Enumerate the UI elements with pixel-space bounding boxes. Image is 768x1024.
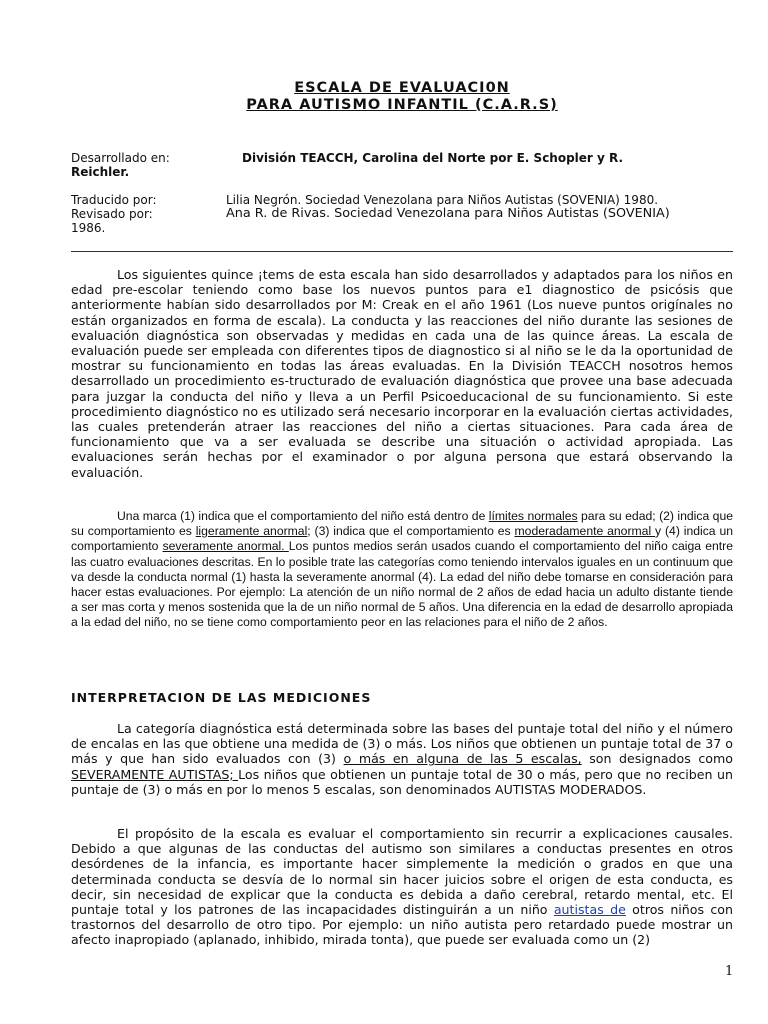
credits-developed xyxy=(71,151,733,179)
document-title-line2: PARA AUTISMO INFANTIL (C.A.R.S) xyxy=(246,97,558,113)
scoring-underline-moderate: moderadamente anormal xyxy=(514,524,656,539)
scoring-paragraph xyxy=(71,509,733,631)
scoring-underline-normal: límites normales xyxy=(488,509,578,523)
scoring-underline-slight: ligeramente anormal xyxy=(195,524,308,539)
interpretation-underline-scales: o más en alguna de las 5 escalas, xyxy=(343,751,582,767)
document-title-line1: ESCALA DE EVALUACI0N xyxy=(294,80,510,96)
page-number: 1 xyxy=(725,964,734,979)
translated-value: Lilia Negrón. Sociedad Venezolana para Niños Autistas (SOVENIA) 1980. xyxy=(226,193,659,207)
scoring-text: ; (3) indica que el comportamiento es xyxy=(307,524,515,539)
translated-label: Traducido por: xyxy=(71,193,157,207)
section-heading: INTERPRETACION DE LAS MEDICIONES xyxy=(71,690,372,705)
header-divider xyxy=(71,251,733,252)
revised-value: Ana R. de Rivas. Sociedad Venezolana para Niños Autistas (SOVENIA) xyxy=(226,206,670,221)
developed-label: Desarrollado en: xyxy=(71,151,170,165)
interpretation-text: La categoría diagnóstica está determinada sobre las bases del puntaje total del niño y el número de encalas en las que obtiene una medida de (3) o más. Los niños que obtienen un puntaje total de 37 o más y que han sido evaluados con (3) xyxy=(71,721,733,767)
scoring-text: Los puntos medios serán usados cuando el comportamiento del niño caiga entre las cuatro evaluaciones descritas. En lo posible trate las categorías como teniendo intervalos iguales en un continuum que va desde la conducta normal (1) hasta la severamente anormal (4). La edad del niño debe tomarse en consideración para hacer estas evaluaciones. Por ejemplo: La atención de un niño normal de 2 años de edad hacia un adulto distante tiende a ser mas corta y menos sostenida que la de un niño normal de 5 años. Una diferencia en la edad de desarrollo apropiada a la edad del niño, no se tiene como comportamiento peor en las relaciones para el niño de 2 años. xyxy=(71,539,733,630)
purpose-text: otros niños con trastornos del desarrollo de otro tipo. Por ejemplo: un niño autista pero retardado puede mostrar un afecto inapropiado (aplanado, inhibido, mirada tonta), que puede ser evaluada como un (2) xyxy=(71,902,733,948)
revised-value-continued: 1986. xyxy=(71,221,106,235)
interpretation-text: son designados como xyxy=(581,751,733,767)
intro-paragraph: Los siguientes quince ¡tems de esta escala han sido desarrollados y adaptados para los niños en edad pre-escolar teniendo como base los nuevos puntos para e1 diagnostico de psicósis que anteriormente habían sido desarrollados por M: Creak en el año 1961 (Los nueve puntos origínales no están organizados en forma de escala). La conducta y las reacciones del niño durante las sesiones de evaluación diagnóstica son observadas y medidas en cada una de las quince áreas. La escala de evaluación puede ser empleada con diferentes tipos de diagnostico si al niño se le da la oportunidad de mostrar su funcionamiento en todas las áreas evaluadas. En la División TEACCH nosotros hemos desarrollado un procedimiento es-tructurado de evaluación diagnóstica que provee una base adecuada para juzgar la conducta del niño y lleva a un Perfil Psicoeducacional de su funcionamiento. Si este procedimiento diagnóstico no es utilizado será necesario incorporar en la evaluación ciertas actividades, las cuales pretenderán atraer las reacciones del niño a ciertas situaciones. Para cada área de funcionamiento que va a ser evaluada se describe una situación o actividad apropiada. Las evaluaciones serán hechas por el examinador o por alguna persona que estará observando la evaluación. xyxy=(71,267,734,480)
revised-label: Revisado por: xyxy=(71,207,153,221)
interpretation-text: Los niños que obtienen un puntaje total de 30 o más, pero que no reciben un puntaje de (3) o más en por lo menos 5 escalas, son denominados AUTISTAS MODERADOS. xyxy=(71,766,733,797)
interpretation-underline-severe: SEVERAMENTE AUTISTAS; xyxy=(71,766,239,782)
scoring-text: para su edad; (2) indica que su comportamiento es xyxy=(71,509,734,539)
purpose-paragraph xyxy=(71,826,733,948)
scoring-underline-severe: severamente anormal. xyxy=(162,539,289,554)
credits-translated-revised xyxy=(71,193,733,235)
interpretation-paragraph xyxy=(71,721,733,797)
autistas-link[interactable]: autistas de xyxy=(553,902,626,918)
scoring-text: Una marca (1) indica que el comportamiento del niño está dentro de xyxy=(117,509,489,523)
developed-value-continued: Reichler. xyxy=(71,165,130,179)
scoring-text: y (4) indica un comportamiento xyxy=(71,524,733,554)
purpose-text: El propósito de la escala es evaluar el comportamiento sin recurrir a explicaciones causales. Debido a que algunas de las conductas del autismo son similares a conductas presentes en otros desórdenes de la infancia, es importante hacer simplemente la medición o grados en que una determinada conducta se desvía de lo normal sin hacer juicios sobre el origen de esta conducta, es decir, sin necesidad de explicar que la conducta es debida a daño cerebral, retardo mental, etc. El puntaje total y los patrones de las incapacidades distinguirán a un niño xyxy=(71,826,733,918)
developed-value: División TEACCH, Carolina del Norte por E. Schopler y R. xyxy=(242,151,624,165)
